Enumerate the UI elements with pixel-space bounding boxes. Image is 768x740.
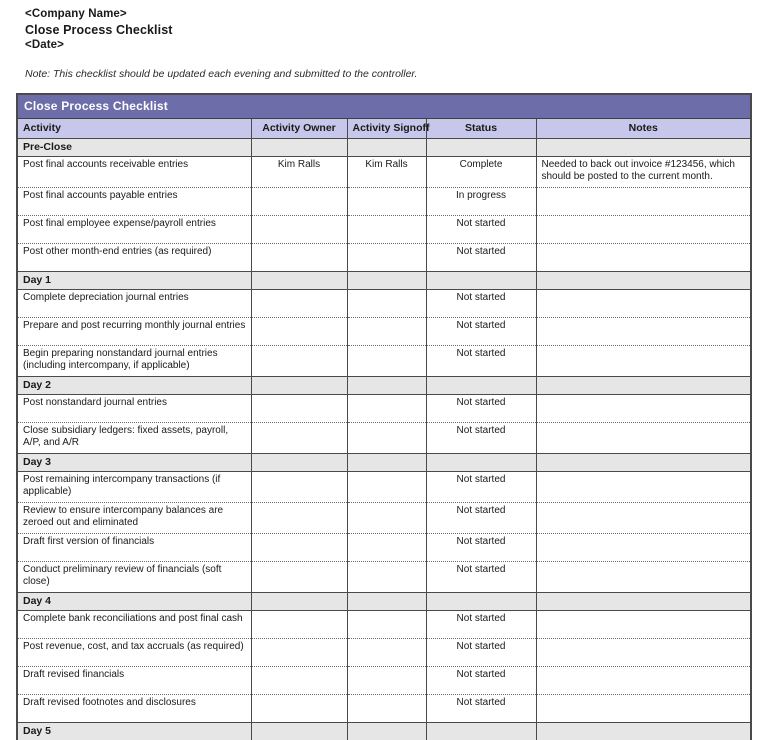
document-note: Note: This checklist should be updated each evening and submitted to the controller. bbox=[25, 67, 418, 80]
cell-activity[interactable]: Close subsidiary ledgers: fixed assets, payroll, A/P, and A/R bbox=[18, 422, 251, 453]
cell-activity[interactable]: Post nonstandard journal entries bbox=[18, 394, 251, 422]
section-row bbox=[18, 592, 750, 610]
cell-activity-signoff[interactable] bbox=[347, 422, 426, 453]
cell-activity-signoff[interactable] bbox=[347, 394, 426, 422]
cell-notes[interactable] bbox=[536, 215, 750, 243]
cell-activity-signoff[interactable] bbox=[347, 243, 426, 271]
cell-activity-owner[interactable] bbox=[251, 187, 347, 215]
cell-notes[interactable] bbox=[536, 638, 750, 666]
cell-activity[interactable]: Post final accounts receivable entries bbox=[18, 156, 251, 187]
document-heading bbox=[0, 0, 768, 54]
section-empty-cell bbox=[251, 453, 347, 471]
cell-activity[interactable]: Complete depreciation journal entries bbox=[18, 289, 251, 317]
table-row bbox=[18, 533, 750, 561]
section-label: Day 4 bbox=[18, 592, 251, 610]
cell-activity-owner[interactable] bbox=[251, 533, 347, 561]
section-label: Pre-Close bbox=[18, 138, 251, 156]
table-row bbox=[18, 422, 750, 453]
cell-activity-signoff[interactable]: Kim Ralls bbox=[347, 156, 426, 187]
section-empty-cell bbox=[426, 592, 536, 610]
cell-activity-owner[interactable] bbox=[251, 422, 347, 453]
section-empty-cell bbox=[251, 592, 347, 610]
cell-activity-signoff[interactable] bbox=[347, 502, 426, 533]
section-empty-cell bbox=[426, 453, 536, 471]
cell-status[interactable]: Complete bbox=[426, 156, 536, 187]
section-label: Day 3 bbox=[18, 453, 251, 471]
column-header-activity-owner: Activity Owner bbox=[251, 118, 347, 138]
cell-status[interactable]: Not started bbox=[426, 471, 536, 502]
section-empty-cell bbox=[536, 592, 750, 610]
cell-activity[interactable]: Post other month-end entries (as required) bbox=[18, 243, 251, 271]
document-title: Close Process Checklist bbox=[25, 22, 173, 37]
cell-status[interactable]: Not started bbox=[426, 345, 536, 376]
cell-activity[interactable]: Complete bank reconciliations and post final cash bbox=[18, 610, 251, 638]
cell-notes[interactable] bbox=[536, 561, 750, 592]
table-row bbox=[18, 610, 750, 638]
table-row bbox=[18, 187, 750, 215]
cell-status[interactable]: Not started bbox=[426, 289, 536, 317]
cell-status[interactable]: Not started bbox=[426, 243, 536, 271]
cell-activity-owner[interactable] bbox=[251, 471, 347, 502]
cell-activity-signoff[interactable] bbox=[347, 471, 426, 502]
cell-notes[interactable] bbox=[536, 533, 750, 561]
table-banner-row bbox=[18, 95, 750, 119]
cell-activity-owner[interactable] bbox=[251, 694, 347, 722]
cell-activity[interactable]: Prepare and post recurring monthly journal entries bbox=[18, 317, 251, 345]
section-empty-cell bbox=[426, 376, 536, 394]
cell-activity[interactable]: Post final employee expense/payroll entries bbox=[18, 215, 251, 243]
section-empty-cell bbox=[536, 453, 750, 471]
cell-notes[interactable] bbox=[536, 502, 750, 533]
section-empty-cell bbox=[347, 376, 426, 394]
cell-activity[interactable]: Draft first version of financials bbox=[18, 533, 251, 561]
cell-activity-owner[interactable] bbox=[251, 502, 347, 533]
section-empty-cell bbox=[347, 138, 426, 156]
cell-activity-owner[interactable] bbox=[251, 345, 347, 376]
date-placeholder: <Date> bbox=[25, 39, 64, 51]
cell-activity-owner[interactable] bbox=[251, 666, 347, 694]
cell-activity[interactable]: Post final accounts payable entries bbox=[18, 187, 251, 215]
column-header-activity: Activity bbox=[18, 118, 251, 138]
cell-notes[interactable] bbox=[536, 694, 750, 722]
section-empty-cell bbox=[251, 271, 347, 289]
company-name-placeholder: <Company Name> bbox=[25, 8, 127, 20]
cell-activity-owner[interactable] bbox=[251, 610, 347, 638]
cell-activity-signoff[interactable] bbox=[347, 289, 426, 317]
section-row bbox=[18, 376, 750, 394]
cell-activity-signoff[interactable] bbox=[347, 215, 426, 243]
section-empty-cell bbox=[426, 138, 536, 156]
cell-status[interactable]: Not started bbox=[426, 215, 536, 243]
table-row bbox=[18, 243, 750, 271]
section-empty-cell bbox=[536, 271, 750, 289]
cell-activity-owner[interactable] bbox=[251, 289, 347, 317]
cell-activity[interactable]: Draft revised financials bbox=[18, 666, 251, 694]
cell-activity-owner[interactable] bbox=[251, 243, 347, 271]
section-empty-cell bbox=[536, 138, 750, 156]
cell-activity[interactable]: Post remaining intercompany transactions (if applicable) bbox=[18, 471, 251, 502]
cell-status[interactable]: Not started bbox=[426, 638, 536, 666]
section-row bbox=[18, 138, 750, 156]
column-header-status: Status bbox=[426, 118, 536, 138]
section-label: Day 1 bbox=[18, 271, 251, 289]
cell-status[interactable]: Not started bbox=[426, 533, 536, 561]
cell-notes[interactable] bbox=[536, 289, 750, 317]
cell-status[interactable]: Not started bbox=[426, 666, 536, 694]
checklist-table-container bbox=[16, 93, 752, 740]
cell-activity-owner[interactable] bbox=[251, 394, 347, 422]
table-row bbox=[18, 156, 750, 187]
cell-activity-signoff[interactable] bbox=[347, 345, 426, 376]
cell-status[interactable]: Not started bbox=[426, 694, 536, 722]
cell-notes[interactable] bbox=[536, 394, 750, 422]
cell-status[interactable]: Not started bbox=[426, 610, 536, 638]
cell-activity-signoff[interactable] bbox=[347, 561, 426, 592]
cell-notes[interactable] bbox=[536, 345, 750, 376]
section-label: Day 2 bbox=[18, 376, 251, 394]
cell-activity-owner[interactable] bbox=[251, 561, 347, 592]
cell-status[interactable]: Not started bbox=[426, 422, 536, 453]
section-empty-cell bbox=[251, 138, 347, 156]
cell-activity-owner[interactable]: Kim Ralls bbox=[251, 156, 347, 187]
cell-activity-owner[interactable] bbox=[251, 638, 347, 666]
section-empty-cell bbox=[251, 376, 347, 394]
cell-activity-signoff[interactable] bbox=[347, 610, 426, 638]
table-row bbox=[18, 561, 750, 592]
cell-status[interactable]: Not started bbox=[426, 561, 536, 592]
cell-notes[interactable] bbox=[536, 610, 750, 638]
table-row bbox=[18, 502, 750, 533]
cell-notes[interactable] bbox=[536, 471, 750, 502]
cell-activity-signoff[interactable] bbox=[347, 533, 426, 561]
cell-notes[interactable] bbox=[536, 422, 750, 453]
cell-activity[interactable]: Conduct preliminary review of financials (soft close) bbox=[18, 561, 251, 592]
cell-activity-signoff[interactable] bbox=[347, 638, 426, 666]
cell-status[interactable]: Not started bbox=[426, 317, 536, 345]
cell-status[interactable]: Not started bbox=[426, 394, 536, 422]
section-empty-cell bbox=[536, 722, 750, 740]
table-row bbox=[18, 638, 750, 666]
table-row bbox=[18, 215, 750, 243]
table-row bbox=[18, 317, 750, 345]
table-row bbox=[18, 345, 750, 376]
cell-notes[interactable] bbox=[536, 187, 750, 215]
section-row bbox=[18, 271, 750, 289]
cell-notes[interactable] bbox=[536, 317, 750, 345]
cell-activity[interactable]: Review to ensure intercompany balances are zeroed out and eliminated bbox=[18, 502, 251, 533]
cell-activity[interactable]: Begin preparing nonstandard journal entries (including intercompany, if applicable) bbox=[18, 345, 251, 376]
checklist-table-body bbox=[18, 95, 750, 740]
cell-notes[interactable]: Needed to back out invoice #123456, which should be posted to the current month. bbox=[536, 156, 750, 187]
cell-activity[interactable]: Post revenue, cost, and tax accruals (as required) bbox=[18, 638, 251, 666]
checklist-table bbox=[18, 95, 750, 740]
table-row bbox=[18, 666, 750, 694]
table-row bbox=[18, 394, 750, 422]
table-header-row bbox=[18, 118, 750, 138]
section-row bbox=[18, 722, 750, 740]
section-empty-cell bbox=[347, 592, 426, 610]
section-empty-cell bbox=[426, 722, 536, 740]
cell-activity-owner[interactable] bbox=[251, 317, 347, 345]
section-empty-cell bbox=[347, 722, 426, 740]
cell-status[interactable]: In progress bbox=[426, 187, 536, 215]
cell-notes[interactable] bbox=[536, 243, 750, 271]
section-row bbox=[18, 453, 750, 471]
section-empty-cell bbox=[347, 453, 426, 471]
section-label: Day 5 bbox=[18, 722, 251, 740]
cell-activity[interactable]: Draft revised footnotes and disclosures bbox=[18, 694, 251, 722]
table-row bbox=[18, 694, 750, 722]
cell-activity-signoff[interactable] bbox=[347, 317, 426, 345]
table-banner-title: Close Process Checklist bbox=[18, 95, 750, 119]
section-empty-cell bbox=[347, 271, 426, 289]
cell-activity-signoff[interactable] bbox=[347, 666, 426, 694]
table-row bbox=[18, 471, 750, 502]
table-row bbox=[18, 289, 750, 317]
cell-activity-signoff[interactable] bbox=[347, 694, 426, 722]
column-header-notes: Notes bbox=[536, 118, 750, 138]
section-empty-cell bbox=[536, 376, 750, 394]
section-empty-cell bbox=[251, 722, 347, 740]
cell-activity-owner[interactable] bbox=[251, 215, 347, 243]
column-header-activity-signoff: Activity Signoff bbox=[347, 118, 426, 138]
cell-activity-signoff[interactable] bbox=[347, 187, 426, 215]
cell-notes[interactable] bbox=[536, 666, 750, 694]
section-empty-cell bbox=[426, 271, 536, 289]
cell-status[interactable]: Not started bbox=[426, 502, 536, 533]
